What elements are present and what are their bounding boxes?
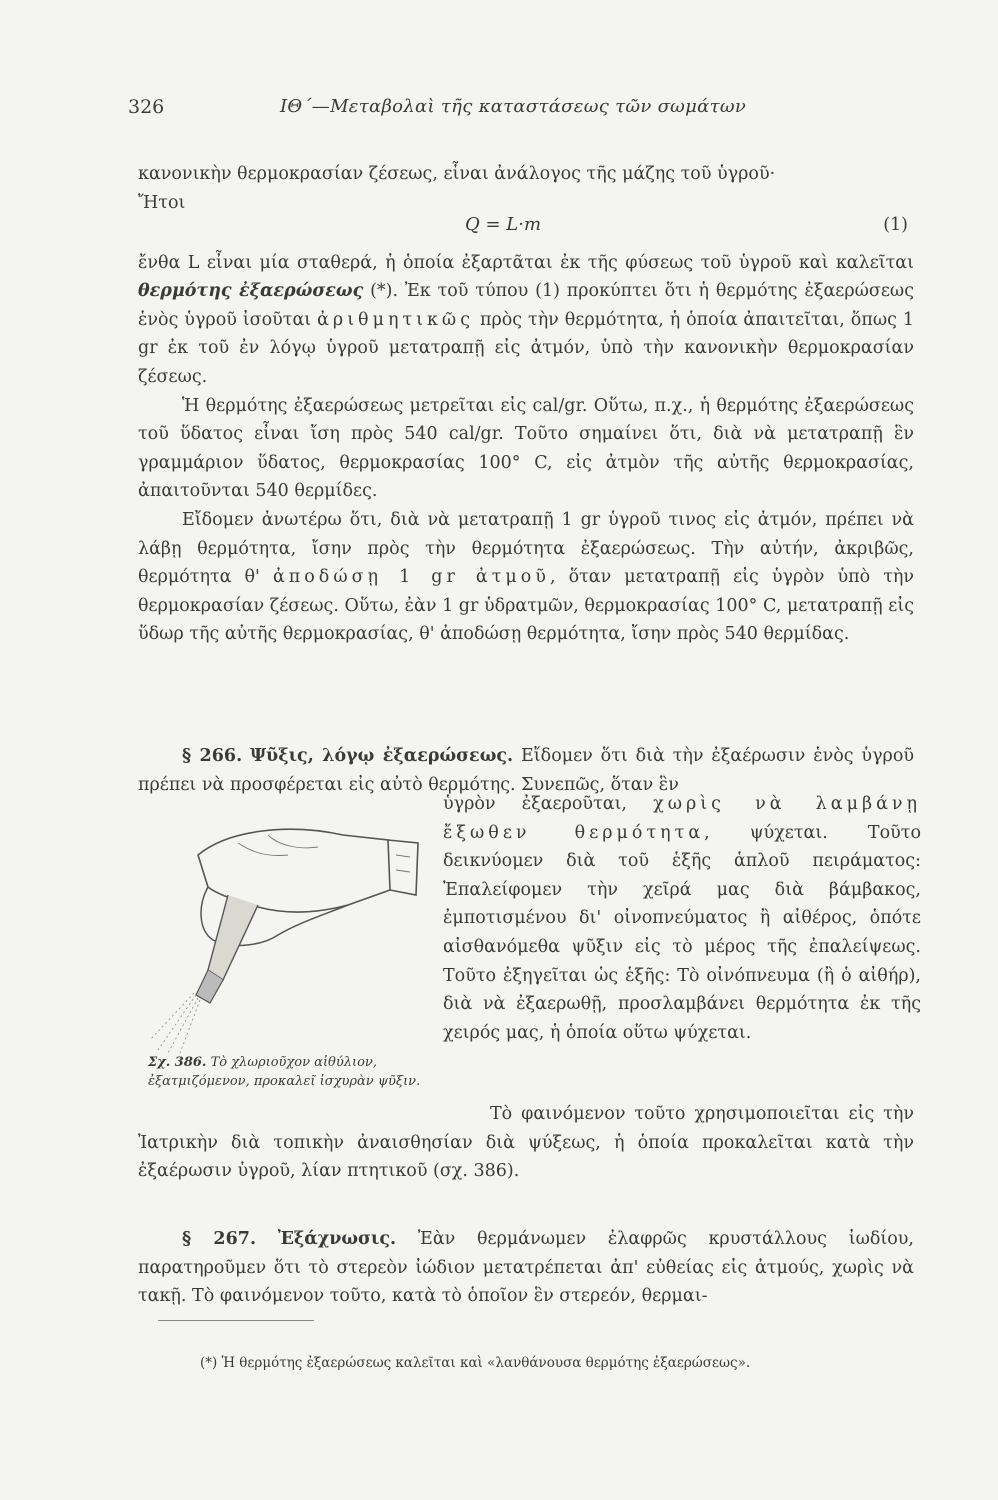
- emphasis-spaced: χωρὶς νὰ λαμβάνῃ ἔξωθεν θερμότητα: [443, 794, 922, 843]
- text-run: , ψύχεται. Τοῦτο δεικνύομεν διὰ τοῦ ἑξῆς ἁπλοῦ πειράματος: Ἐπαλείφομεν τὴν χεῖρά μας διὰ βάμβακος, ἐμποτισμένου δι' οἰνοπνεύματος ἢ αἰθέρος, ὁπότε αἰσθανόμεθα ψῦξιν εἰς τὸ μέρος τῆς ἐπαλείψεως. Τοῦτο ἐξηγεῖται ὡς ἑξῆς: Τὸ οἰνόπνευμα (ἢ ὁ αἰθήρ), διὰ νὰ ἐξαερωθῇ, προσλαμβάνει θερμότητα ἐκ τῆς χειρός μας, ἡ ὁποία οὕτω ψύχεται.: [443, 822, 921, 1043]
- page-header: [128, 96, 878, 126]
- figure-caption-text: Τὸ χλωριοῦχον αἰθύλιον, ἐξατμιζόμενον, προκαλεῖ ἰσχυρὰν ψῦξιν.: [148, 1055, 421, 1089]
- page-number: 326: [128, 96, 165, 118]
- text-run: ὑγρὸν ἐξαεροῦται,: [443, 794, 654, 814]
- section-266-column-text: [443, 790, 921, 1047]
- running-title: ΙΘ΄—Μεταβολαὶ τῆς καταστάσεως τῶν σωμάτων: [280, 96, 747, 117]
- formula: Q = L·m: [465, 213, 542, 235]
- section-266-number: § 266.: [182, 746, 243, 766]
- section-266-intro-text: Εἴδομεν ὅτι διὰ τὴν ἐξαέρωσιν ἑνὸς ὑγροῦ πρέπει νὰ προσφέρεται εἰς αὐτὸ θερμότης. Συνεπῶς, ὅταν ἓν: [138, 746, 914, 795]
- section-266-column: [443, 790, 921, 1047]
- paragraph-condensation: [138, 506, 914, 649]
- figure-386: [138, 795, 438, 1135]
- section-267-title: Ἐξάχνωσις.: [277, 1229, 397, 1249]
- emphasis-spaced: ἀριθμητικῶς: [317, 309, 475, 330]
- figure-caption-label: Σχ. 386.: [148, 1055, 207, 1070]
- section-266-title: Ψῦξις, λόγῳ ἐξαερώσεως.: [250, 746, 514, 766]
- text-run: (*). Ἐκ τοῦ τύπου (1) προκύπτει ὅτι ἡ θερμότης ἐξαερώσεως ἑνὸς ὑγροῦ ἰσοῦται: [138, 281, 915, 330]
- section-267: [138, 1225, 914, 1311]
- section-267-number: § 267.: [182, 1229, 257, 1249]
- term-latent-heat: θερμότης ἐξαερώσεως: [138, 281, 364, 302]
- section-267-text: Ἐὰν θερμάνωμεν ἐλαφρῶς κρυστάλλους ἰωδίου, παρατηροῦμεν ὅτι τὸ στερεὸν ἰώδιον μετατρέπεται ἀπ' εὐθείας εἰς ἀτμούς, χωρὶς νὰ τακῇ. Τὸ φαινόμενον τοῦτο, κατὰ τὸ ὁποῖον ἓν στερεόν, θερμαι-: [138, 1229, 914, 1307]
- section-266-medical-use: Τὸ φαινόμενον τοῦτο χρησιμοποιεῖται εἰς τὴν Ἰατρικὴν διὰ τοπικὴν ἀναισθησίαν διὰ ψύξεως, ἡ ὁποία προκαλεῖται κατὰ τὴν ἐξαέρωσιν ὑγροῦ, λίαν πτητικοῦ (σχ. 386).: [138, 1104, 914, 1182]
- footnote-divider: [158, 1320, 314, 1321]
- section-266-continuation: [138, 1100, 914, 1186]
- figure-caption: [148, 1053, 433, 1091]
- paragraph-latent-heat: [138, 249, 914, 392]
- formula-line: [138, 189, 914, 249]
- text-run: πρὸς τὴν θερμότητα, ἡ ὁποία ἀπαιτεῖται, ὅπως 1 gr ἐκ τοῦ ἐν λόγῳ ὑγροῦ μετατραπῇ εἰς ἀτμόν, ὑπὸ τὴν κανονικὴν θερμοκρασίαν ζέσεως.: [138, 309, 914, 387]
- paragraph-units: Ἡ θερμότης ἐξαερώσεως μετρεῖται εἰς cal/gr. Οὕτω, π.χ., ἡ θερμότης ἐξαερώσεως τοῦ ὕδατος εἶναι ἴση πρὸς 540 cal/gr. Τοῦτο σημαίνει ὅτι, διὰ νὰ μετατραπῇ ἓν γραμμάριον ὕδατος, θερμοκρασίας 100° C, εἰς ἀτμὸν τῆς αὐτῆς θερμοκρασίας, ἀπαιτοῦνται 540 θερμίδες.: [138, 395, 914, 502]
- text-run: ἔνθα L εἶναι μία σταθερά, ἡ ὁποία ἐξαρτᾶται ἐκ τῆς φύσεως τοῦ ὑγροῦ καὶ καλεῖται: [138, 252, 914, 273]
- formula-number: (1): [883, 214, 908, 235]
- formula-lead: Ἤτοι: [138, 192, 186, 213]
- section-267-paragraph: [138, 1225, 914, 1311]
- footnote: (*) Ἡ θερμότης ἐξαερώσεως καλεῖται καὶ «λανθάνουσα θερμότης ἐξαερώσεως».: [200, 1355, 751, 1371]
- paragraph-continuation: κανονικὴν θερμοκρασίαν ζέσεως, εἶναι ἀνάλογος τῆς μάζης τοῦ ὑγροῦ·: [138, 164, 776, 184]
- text-run: , ὅταν μετατραπῇ εἰς ὑγρὸν ὑπὸ τὴν θερμοκρασίαν ζέσεως. Οὕτω, ἐὰν 1 gr ὑδρατμῶν, θερμοκρασίας 100° C, μετατραπῇ εἰς ὕδωρ τῆς αὐτῆς θερμοκρασίας, θ' ἀποδώσῃ θερμότητα, ἴσην πρὸς 540 θερμίδας.: [138, 567, 915, 645]
- hand-spray-illustration: [138, 795, 428, 1055]
- main-text: [138, 160, 914, 649]
- text-run: Εἴδομεν ἀνωτέρω ὅτι, διὰ νὰ μετατραπῇ 1 gr ὑγροῦ τινος εἰς ἀτμόν, πρέπει νὰ λάβῃ θερμότητα, ἴσην πρὸς τὴν θερμότητα ἐξαερώσεως. Τὴν αὐτήν, ἀκριβῶς, θερμότητα θ': [138, 509, 914, 588]
- emphasis-spaced: ἀποδώσῃ 1 gr ἀτμοῦ: [272, 567, 550, 588]
